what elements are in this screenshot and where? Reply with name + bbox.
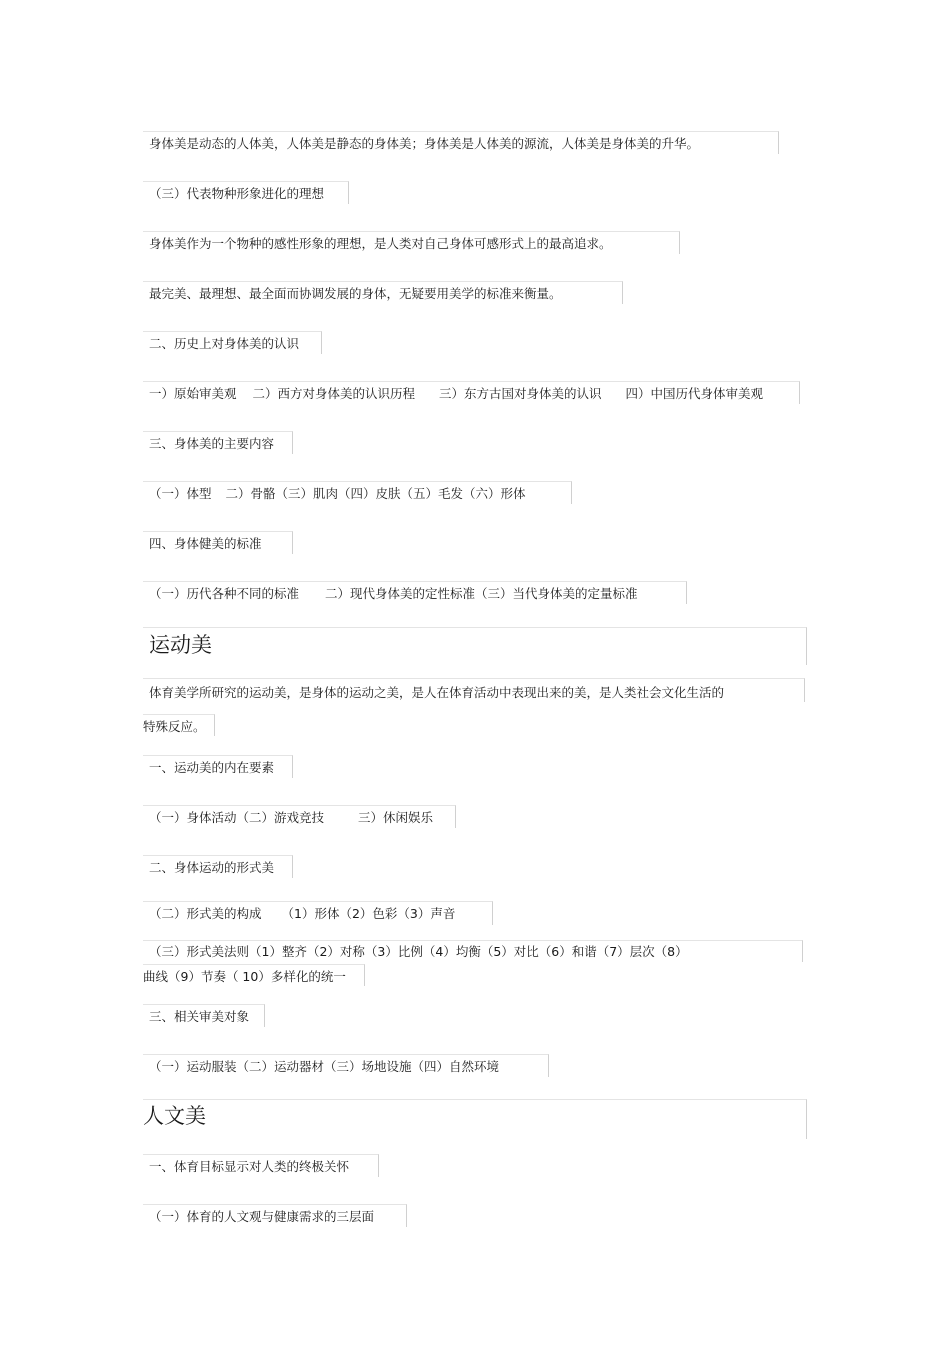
- history-item-3: 三）东方古国对身体美的认识: [439, 386, 602, 401]
- standard-item-rest: 二）现代身体美的定性标准（三）当代身体美的定量标准: [325, 586, 638, 601]
- list-standards: [143, 586, 638, 602]
- list-formal-rules-cont: 曲线（9）节奏（ 10）多样化的统一: [143, 969, 346, 984]
- paragraph-species-ideal: 身体美作为一个物种的感性形象的理想，是人类对自己身体可感形式上的最高追求。: [149, 236, 612, 251]
- heading-formal-beauty: 二、身体运动的形式美: [149, 860, 275, 875]
- paragraph-motion-definition-cont: 特殊反应。: [143, 719, 206, 734]
- heading-box: [143, 1099, 807, 1139]
- subheading-health-needs: （一）体育的人文观与健康需求的三层面: [149, 1209, 375, 1224]
- history-item-1: 一）原始审美观: [149, 386, 237, 401]
- heading-history-recognition: 二、历史上对身体美的认识: [149, 336, 300, 351]
- element-item-3: 三）休闲娱乐: [358, 810, 434, 825]
- heading-box: [143, 627, 807, 665]
- list-related-objects: （一）运动服装（二）运动器材（三）场地设施（四）自然环境: [149, 1059, 500, 1074]
- list-formal-composition: [143, 906, 455, 922]
- history-item-2: 二）西方对身体美的认识历程: [252, 386, 416, 401]
- composition-label: （二）形式美的构成: [149, 906, 262, 921]
- heading-fitness-standard: 四、身体健美的标准: [149, 536, 262, 551]
- list-inner-elements: [143, 810, 433, 826]
- heading-inner-elements: 一、运动美的内在要素: [149, 760, 275, 775]
- heading-related-objects: 三、相关审美对象: [149, 1009, 250, 1024]
- heading-ultimate-care: 一、体育目标显示对人类的终极关怀: [149, 1159, 350, 1174]
- standard-item-1: （一）历代各种不同的标准: [149, 586, 300, 601]
- subheading-species-ideal: （三）代表物种形象进化的理想: [149, 186, 325, 201]
- composition-items: （1）形体（2）色彩（3）声音: [281, 906, 456, 921]
- list-history-items: [143, 386, 763, 402]
- paragraph-motion-definition: 体育美学所研究的运动美，是身体的运动之美，是人在体育活动中表现出来的美，是人类社会文化生活的: [149, 685, 725, 700]
- paragraph-body-beauty-relation: 身体美是动态的人体美，人体美是静态的身体美；身体美是人体美的源流，人体美是身体美的升华。: [149, 136, 700, 151]
- heading-main-content: 三、身体美的主要内容: [149, 436, 275, 451]
- list-body-content: [143, 486, 526, 502]
- section-heading-humanistic-beauty: 人文美: [143, 1104, 206, 1128]
- section-heading-motion-beauty: 运动美: [149, 633, 212, 657]
- paragraph-aesthetic-standard: 最完美、最理想、最全面而协调发展的身体，无疑要用美学的标准来衡量。: [149, 286, 562, 301]
- history-item-4: 四）中国历代身体审美观: [625, 386, 764, 401]
- content-item-1: （一）体型: [149, 486, 212, 501]
- list-formal-rules: （三）形式美法则（1）整齐（2）对称（3）比例（4）均衡（5）对比（6）和谐（7）层次（8）: [149, 944, 688, 959]
- element-items: （一）身体活动（二）游戏竞技: [149, 810, 325, 825]
- content-item-rest: 二）骨骼（三）肌肉（四）皮肤（五）毛发（六）形体: [225, 486, 526, 501]
